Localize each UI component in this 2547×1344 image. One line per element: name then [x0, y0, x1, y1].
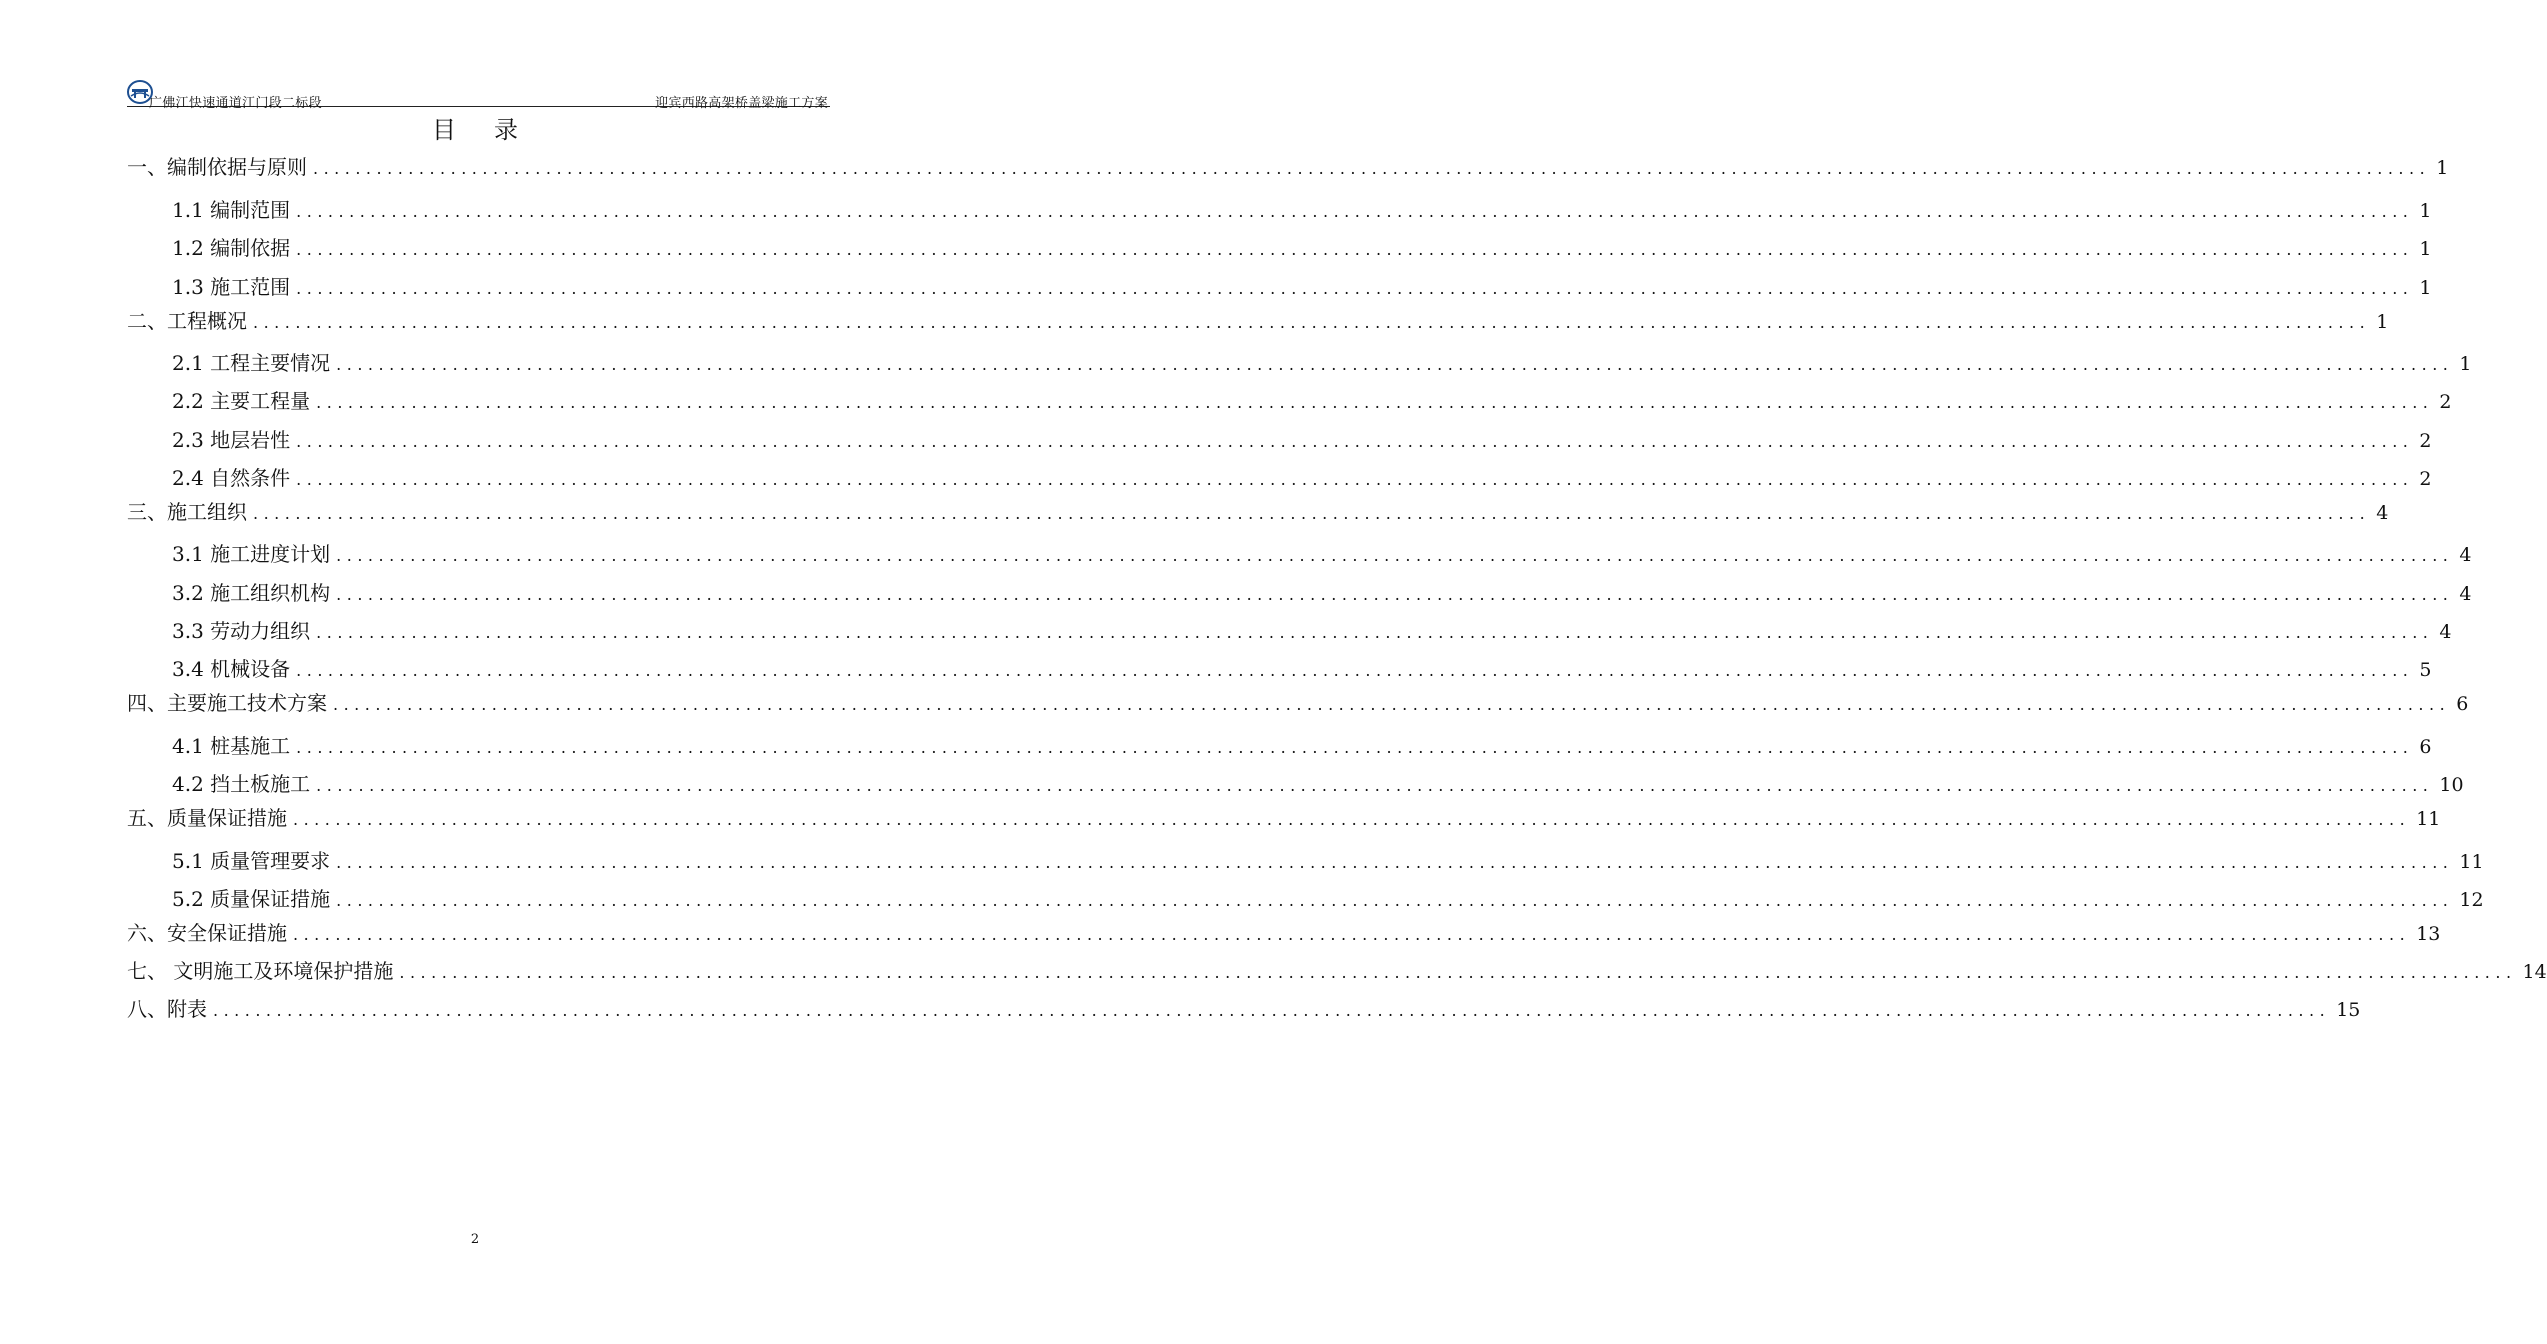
- toc-entry-page: 6: [2456, 693, 2469, 715]
- page-header: [127, 80, 830, 111]
- toc-entry-page: 4: [2459, 544, 2472, 566]
- toc-entry[interactable]: [172, 578, 2472, 608]
- toc-entry-page: 11: [2459, 851, 2484, 873]
- toc-entry[interactable]: [127, 956, 2547, 986]
- toc-entry-page: 4: [2439, 621, 2452, 643]
- toc-entry[interactable]: [172, 463, 2432, 493]
- toc-leader-dots: ........................................................................................................................................................................................................: [316, 623, 2434, 642]
- toc-entry-label: 3.3 劳动力组织: [172, 619, 311, 643]
- toc-entry-page: 2: [2419, 468, 2432, 490]
- toc-leader-dots: ........................................................................................................................................................................................................: [399, 963, 2517, 982]
- toc-entry[interactable]: [172, 731, 2432, 761]
- toc-leader-dots: ........................................................................................................................................................................................................: [293, 810, 2411, 829]
- toc-entry-label: 八、附表: [127, 997, 207, 1021]
- toc-entry-page: 1: [2419, 200, 2432, 222]
- toc-entry-label: 4.2 挡土板施工: [172, 772, 311, 796]
- toc-title: 目录: [432, 116, 556, 144]
- toc-leader-dots: ........................................................................................................................................................................................................: [316, 393, 2434, 412]
- toc-entry[interactable]: [127, 306, 2389, 336]
- toc-entry-label: 2.1 工程主要情况: [172, 351, 331, 375]
- toc-entry-label: 3.2 施工组织机构: [172, 581, 331, 605]
- toc-entry-page: 14: [2522, 961, 2547, 983]
- toc-leader-dots: ........................................................................................................................................................................................................: [296, 470, 2414, 489]
- toc-entry[interactable]: [127, 918, 2441, 948]
- toc-entry-label: 4.1 桩基施工: [172, 734, 291, 758]
- toc-entry[interactable]: [127, 152, 2449, 182]
- toc-entry-page: 1: [2419, 277, 2432, 299]
- toc-entry[interactable]: [127, 497, 2389, 527]
- toc-leader-dots: ........................................................................................................................................................................................................: [313, 159, 2431, 178]
- toc-entry-page: 11: [2416, 808, 2441, 830]
- toc-entry[interactable]: [172, 769, 2464, 799]
- toc-entry-page: 2: [2439, 391, 2452, 413]
- toc-leader-dots: ........................................................................................................................................................................................................: [296, 240, 2414, 259]
- toc-entry-page: 12: [2459, 889, 2484, 911]
- toc-entry-label: 七、 文明施工及环境保护措施: [127, 959, 394, 983]
- toc-entry-label: 5.2 质量保证措施: [172, 887, 331, 911]
- toc-entry-label: 二、工程概况: [127, 309, 247, 333]
- toc-leader-dots: ........................................................................................................................................................................................................: [336, 585, 2454, 604]
- toc-leader-dots: ........................................................................................................................................................................................................: [336, 355, 2454, 374]
- header-document-title: 迎宾西路高架桥盖梁施工方案: [655, 96, 828, 111]
- toc-entry-label: 1.1 编制范围: [172, 198, 291, 222]
- toc-entry-page: 1: [2436, 157, 2449, 179]
- toc-entry-label: 2.3 地层岩性: [172, 428, 291, 452]
- toc-entry[interactable]: [172, 654, 2432, 684]
- toc-leader-dots: ........................................................................................................................................................................................................: [213, 1001, 2331, 1020]
- toc-entry-label: 一、编制依据与原则: [127, 155, 307, 179]
- toc-leader-dots: ........................................................................................................................................................................................................: [296, 279, 2414, 298]
- toc-entry-page: 2: [2419, 430, 2432, 452]
- toc-leader-dots: ........................................................................................................................................................................................................: [253, 313, 2371, 332]
- toc-leader-dots: ........................................................................................................................................................................................................: [333, 695, 2451, 714]
- toc-entry[interactable]: [127, 803, 2441, 833]
- toc-entry-label: 1.3 施工范围: [172, 275, 291, 299]
- toc-entry[interactable]: [172, 272, 2432, 302]
- toc-entry[interactable]: [172, 539, 2472, 569]
- toc-leader-dots: ........................................................................................................................................................................................................: [336, 891, 2454, 910]
- toc-entry[interactable]: [172, 195, 2432, 225]
- toc-entry[interactable]: [172, 846, 2484, 876]
- toc-entry-page: 13: [2416, 923, 2441, 945]
- toc-leader-dots: ........................................................................................................................................................................................................: [336, 546, 2454, 565]
- toc-entry-label: 四、主要施工技术方案: [127, 691, 327, 715]
- toc-leader-dots: ........................................................................................................................................................................................................: [253, 504, 2371, 523]
- page-number: 2: [470, 1232, 480, 1247]
- toc-entry-label: 3.1 施工进度计划: [172, 542, 331, 566]
- toc-leader-dots: ........................................................................................................................................................................................................: [296, 202, 2414, 221]
- toc-entry-label: 1.2 编制依据: [172, 236, 291, 260]
- toc-entry-page: 15: [2336, 999, 2361, 1021]
- toc-entry[interactable]: [172, 616, 2452, 646]
- header-project-name: 广佛江快速通道江门段二标段: [149, 96, 322, 111]
- toc-leader-dots: ........................................................................................................................................................................................................: [316, 776, 2434, 795]
- toc-entry-label: 3.4 机械设备: [172, 657, 291, 681]
- toc-entry-label: 2.2 主要工程量: [172, 389, 311, 413]
- toc-entry[interactable]: [172, 425, 2432, 455]
- toc-entry[interactable]: [172, 884, 2484, 914]
- toc-entry-page: 4: [2376, 502, 2389, 524]
- toc-entry-page: 6: [2419, 736, 2432, 758]
- toc-leader-dots: ........................................................................................................................................................................................................: [336, 853, 2454, 872]
- toc-entry-label: 五、质量保证措施: [127, 806, 287, 830]
- toc-entry[interactable]: [127, 994, 2361, 1024]
- toc-leader-dots: ........................................................................................................................................................................................................: [293, 925, 2411, 944]
- toc-entry[interactable]: [172, 386, 2452, 416]
- toc-entry-label: 六、安全保证措施: [127, 921, 287, 945]
- toc-leader-dots: ........................................................................................................................................................................................................: [296, 738, 2414, 757]
- toc-leader-dots: ........................................................................................................................................................................................................: [296, 661, 2414, 680]
- toc-entry-page: 5: [2419, 659, 2432, 681]
- toc-entry-label: 5.1 质量管理要求: [172, 849, 331, 873]
- toc-entry-label: 2.4 自然条件: [172, 466, 291, 490]
- toc-entry-page: 4: [2459, 583, 2472, 605]
- toc-entry[interactable]: [172, 233, 2432, 263]
- toc-entry-label: 三、施工组织: [127, 500, 247, 524]
- toc-entry[interactable]: [172, 348, 2472, 378]
- toc-entry-page: 1: [2376, 311, 2389, 333]
- toc-entry-page: 1: [2459, 353, 2472, 375]
- toc-entry[interactable]: [127, 688, 2469, 718]
- toc-entry-page: 10: [2439, 774, 2464, 796]
- toc-entry-page: 1: [2419, 238, 2432, 260]
- toc-leader-dots: ........................................................................................................................................................................................................: [296, 432, 2414, 451]
